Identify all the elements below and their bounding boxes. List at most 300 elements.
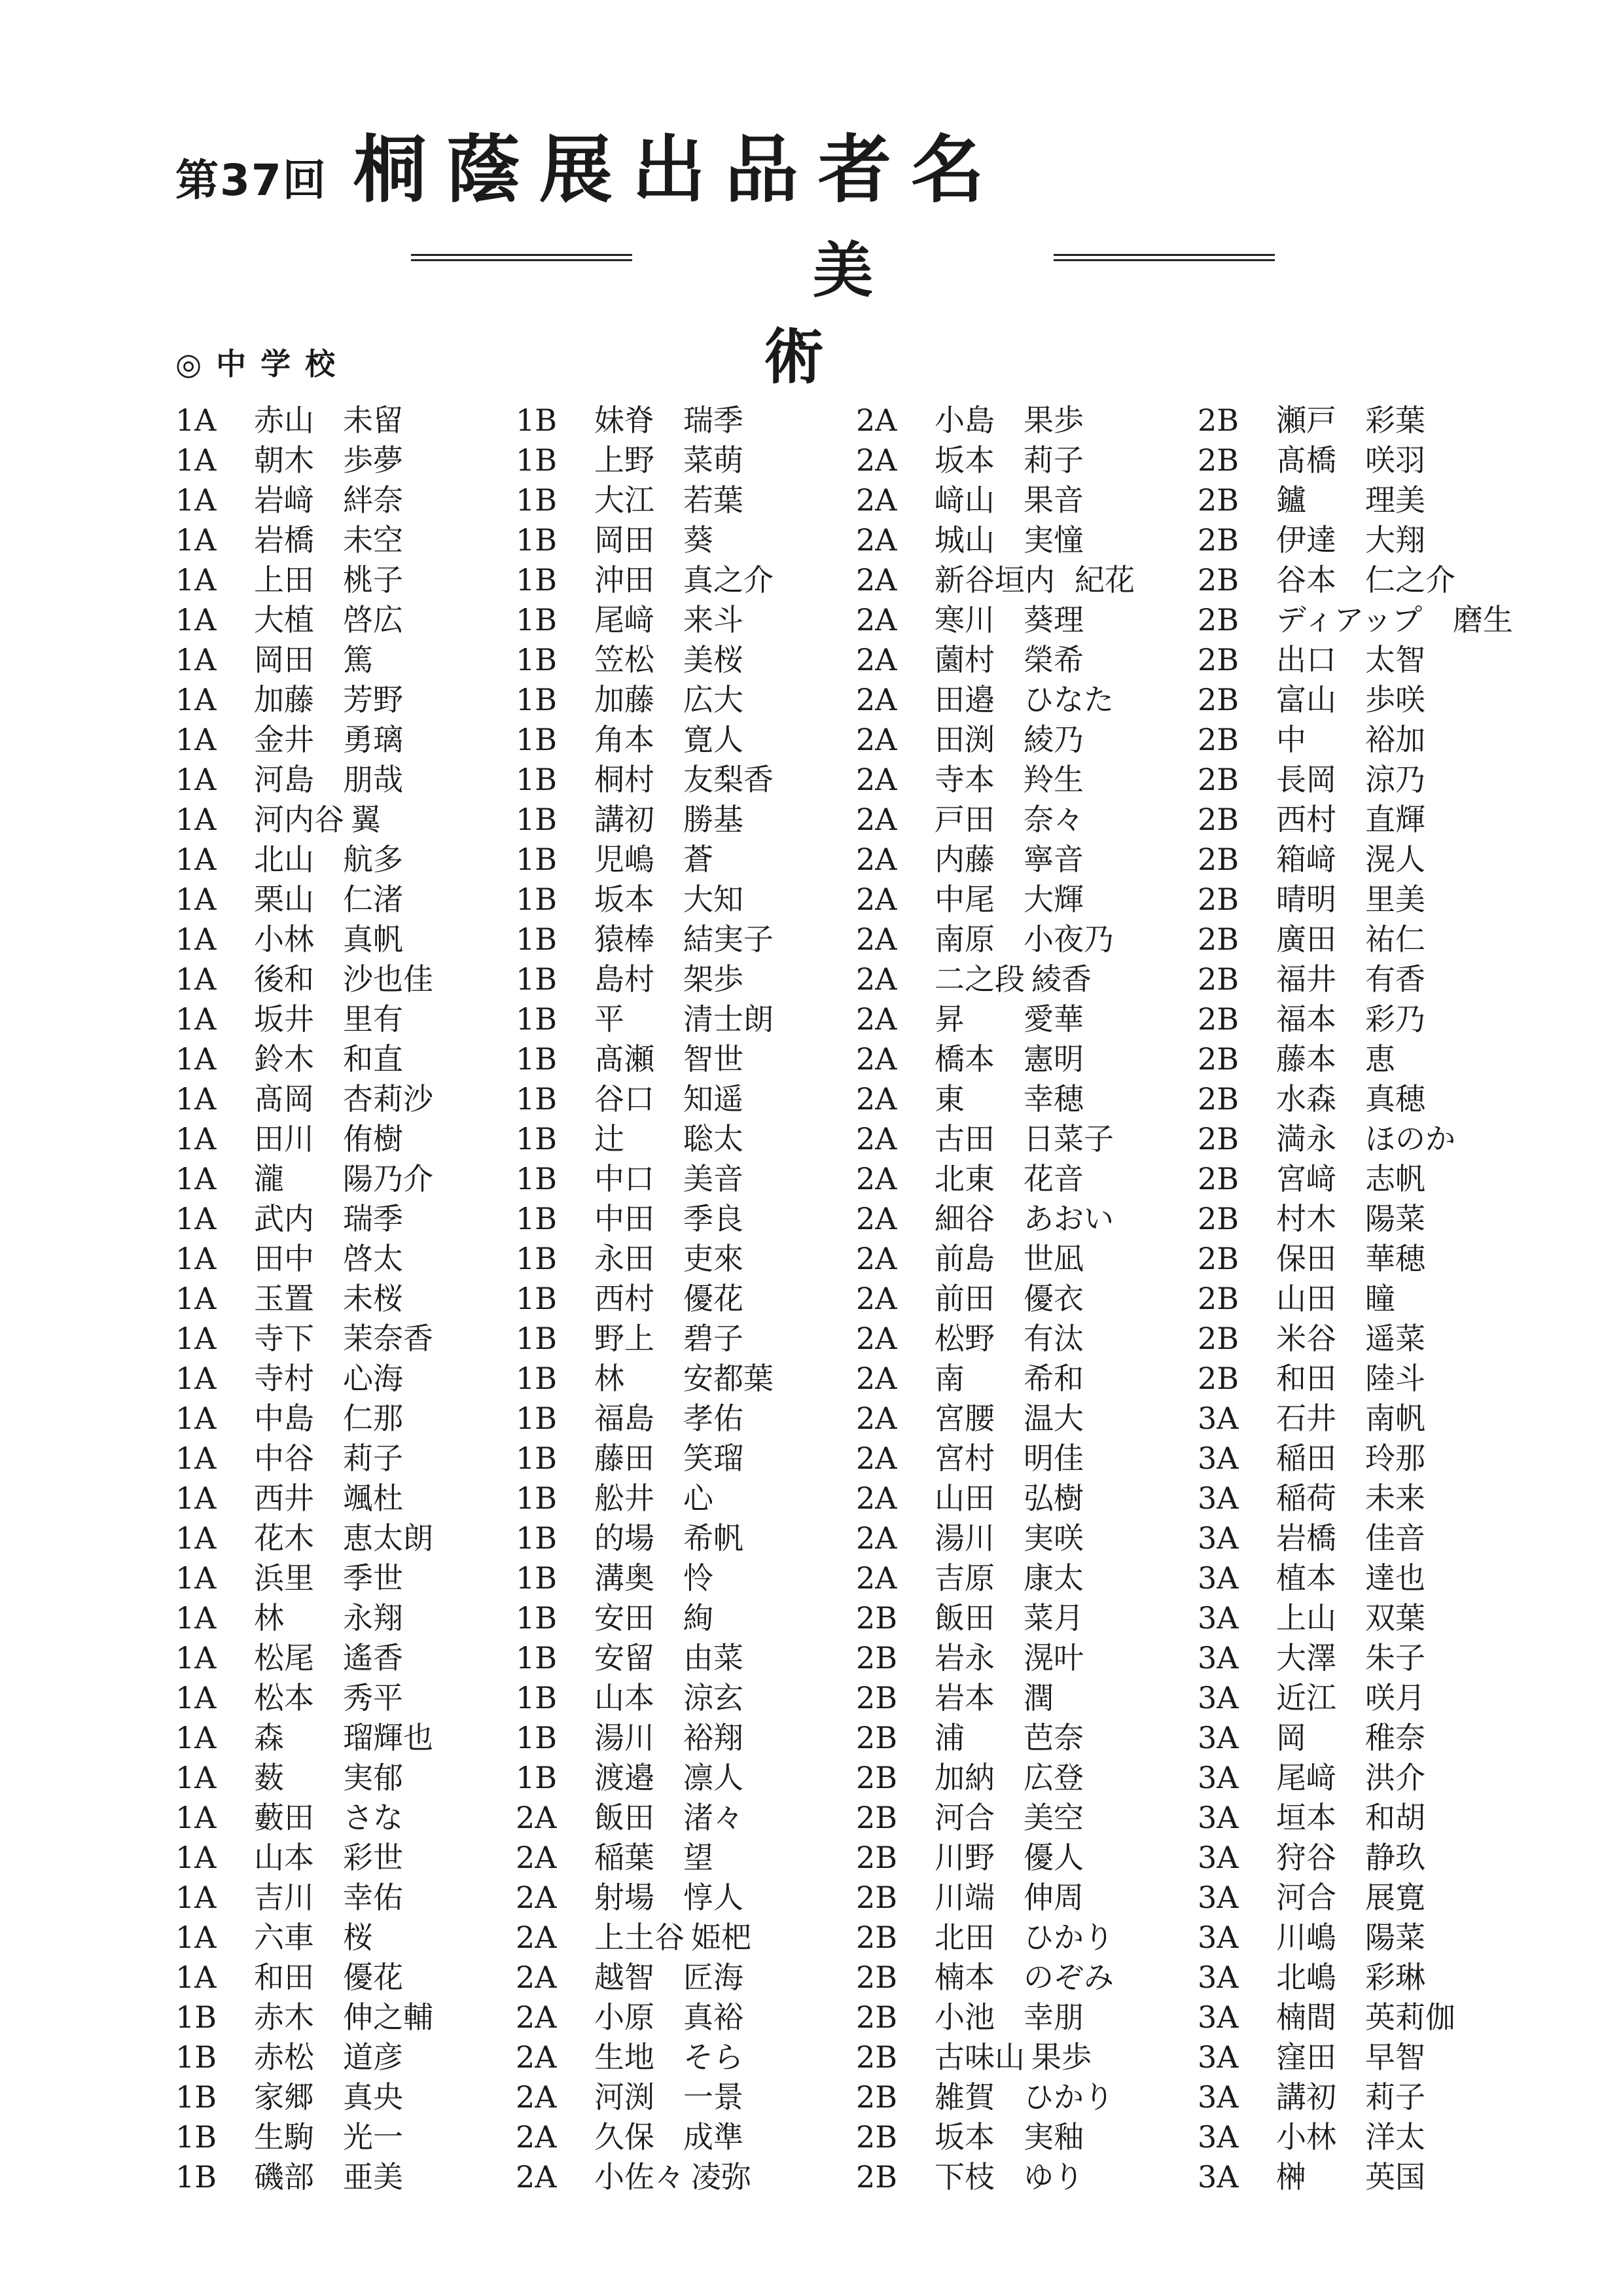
class-code: 2B: [856, 2119, 898, 2155]
class-code: 1B: [516, 1161, 558, 1196]
class-code: 2A: [856, 562, 897, 598]
surname: 河合: [935, 1800, 995, 1835]
class-code: 1A: [175, 802, 217, 837]
surname: 橋本: [935, 1041, 995, 1077]
surname: 沖田: [594, 562, 654, 598]
given-name: 侑樹: [343, 1121, 403, 1157]
given-name: 直輝: [1365, 802, 1425, 837]
class-code: 2A: [856, 682, 897, 717]
class-code: 1A: [175, 1520, 217, 1556]
given-name: そら: [683, 2039, 743, 2075]
given-name: 朱子: [1365, 1640, 1425, 1676]
given-name: 篤: [343, 642, 373, 677]
class-code: 1A: [175, 602, 217, 637]
surname: 林: [594, 1361, 624, 1396]
given-name: 心海: [343, 1361, 403, 1396]
given-name: 翼: [351, 802, 381, 837]
given-name: 葵: [683, 522, 713, 558]
class-code: 2B: [856, 1880, 898, 1915]
given-name: 遙香: [343, 1640, 403, 1676]
class-code: 1A: [175, 1401, 217, 1436]
class-code: 1A: [175, 842, 217, 877]
given-name: ひなた: [1024, 682, 1114, 717]
surname: 福島: [594, 1401, 654, 1436]
surname: 西村: [594, 1281, 654, 1316]
class-code: 2B: [1198, 682, 1239, 717]
surname: 箱﨑: [1276, 842, 1336, 877]
surname: 加納: [935, 1760, 995, 1795]
given-name: 南帆: [1365, 1401, 1425, 1436]
class-code: 1B: [175, 2079, 217, 2115]
class-code: 3A: [1198, 2000, 1239, 2035]
surname: 髙橋: [1276, 442, 1336, 478]
given-name: 彩琳: [1365, 1960, 1425, 1995]
class-code: 2B: [856, 1800, 898, 1835]
given-name: 日菜子: [1024, 1121, 1114, 1157]
class-code: 3A: [1198, 1720, 1239, 1755]
class-code: 2B: [1198, 1081, 1239, 1117]
surname: 小島: [935, 403, 995, 438]
surname: 小林: [1276, 2119, 1336, 2155]
given-name: 葵理: [1024, 602, 1084, 637]
given-name: 真裕: [683, 2000, 743, 2035]
class-code: 2B: [856, 1960, 898, 1995]
given-name: 真之介: [683, 562, 774, 598]
surname: 稲田: [1276, 1441, 1336, 1476]
surname: 角本: [594, 722, 654, 757]
right-double-rule: [1054, 254, 1275, 261]
surname: 生駒: [254, 2119, 314, 2155]
class-code: 2A: [856, 482, 897, 518]
surname: 田邉: [935, 682, 995, 717]
surname: 福井: [1276, 961, 1336, 997]
given-name: 啓広: [343, 602, 403, 637]
class-code: 2B: [1198, 1041, 1239, 1077]
surname: 的場: [594, 1520, 654, 1556]
given-name: 架歩: [683, 961, 743, 997]
surname: 大澤: [1276, 1640, 1336, 1676]
surname: 河合: [1276, 1880, 1336, 1915]
surname: 伊達: [1276, 522, 1336, 558]
class-code: 2B: [1198, 1361, 1239, 1396]
surname: 磯部: [254, 2159, 314, 2195]
surname: 舩井: [594, 1480, 654, 1516]
class-code: 3A: [1198, 2079, 1239, 2115]
class-code: 1B: [516, 1201, 558, 1236]
class-code: 2A: [516, 1920, 557, 1955]
surname: 赤山: [254, 403, 314, 438]
surname: 宮腰: [935, 1401, 995, 1436]
surname: 鑪: [1276, 482, 1306, 518]
given-name: 菜萌: [683, 442, 743, 478]
class-code: 3A: [1198, 1960, 1239, 1995]
class-code: 1A: [175, 1001, 217, 1037]
class-code: 3A: [1198, 1880, 1239, 1915]
class-code: 1A: [175, 1480, 217, 1516]
given-name: 勝基: [683, 802, 743, 837]
class-code: 1B: [516, 562, 558, 598]
given-name: 伸之輔: [343, 2000, 433, 2035]
surname: 山本: [594, 1680, 654, 1715]
given-name: 温大: [1024, 1401, 1084, 1436]
class-code: 1B: [516, 802, 558, 837]
surname: 林: [254, 1600, 284, 1636]
class-code: 3A: [1198, 2159, 1239, 2195]
class-code: 1B: [516, 442, 558, 478]
class-code: 1B: [516, 1401, 558, 1436]
given-name: 仁渚: [343, 882, 403, 917]
class-code: 3A: [1198, 1600, 1239, 1636]
surname: 射場: [594, 1880, 654, 1915]
class-code: 2A: [856, 442, 897, 478]
class-code: 1B: [516, 1600, 558, 1636]
surname: 鈴木: [254, 1041, 314, 1077]
class-code: 1B: [516, 961, 558, 997]
surname: 湯川: [935, 1520, 995, 1556]
surname: 水森: [1276, 1081, 1336, 1117]
given-name: 瑠輝也: [343, 1720, 433, 1755]
given-name: 航多: [343, 842, 403, 877]
class-code: 1B: [516, 1760, 558, 1795]
surname: 玉置: [254, 1281, 314, 1316]
surname: 中尾: [935, 882, 995, 917]
given-name: 小夜乃: [1024, 922, 1114, 957]
given-name: 英莉伽: [1365, 2000, 1455, 2035]
given-name: ひかり: [1024, 2079, 1114, 2115]
class-code: 1A: [175, 1880, 217, 1915]
given-name: 有香: [1365, 961, 1425, 997]
class-code: 2A: [856, 882, 897, 917]
surname: 戸田: [935, 802, 995, 837]
class-code: 1B: [516, 1121, 558, 1157]
given-name: 陸斗: [1365, 1361, 1425, 1396]
given-name: 真央: [343, 2079, 403, 2115]
given-name: 実郁: [343, 1760, 403, 1795]
given-name: ほのか: [1365, 1121, 1455, 1157]
class-code: 2A: [856, 1001, 897, 1037]
class-code: 1B: [516, 1241, 558, 1276]
surname: 中: [1276, 722, 1306, 757]
surname: 妹脊: [594, 403, 654, 438]
class-code: 1B: [516, 762, 558, 797]
surname: 加藤: [254, 682, 314, 717]
class-code: 2B: [1198, 1241, 1239, 1276]
class-code: 3A: [1198, 1401, 1239, 1436]
class-code: 2A: [516, 2079, 557, 2115]
surname: 藤田: [594, 1441, 654, 1476]
given-name: 優花: [683, 1281, 743, 1316]
class-code: 1B: [516, 1041, 558, 1077]
class-code: 2A: [516, 1840, 557, 1875]
class-code: 3A: [1198, 1441, 1239, 1476]
given-name: 怜: [683, 1560, 713, 1596]
class-code: 1B: [516, 682, 558, 717]
class-code: 3A: [1198, 1920, 1239, 1955]
surname: 岩橋: [254, 522, 314, 558]
surname: 武内: [254, 1201, 314, 1236]
surname: 薮: [254, 1760, 284, 1795]
class-code: 3A: [1198, 1680, 1239, 1715]
section-heading: ◎中学校: [175, 346, 350, 382]
class-code: 2A: [856, 1281, 897, 1316]
surname: 宮村: [935, 1441, 995, 1476]
class-code: 1B: [516, 882, 558, 917]
given-name: 望: [683, 1840, 713, 1875]
given-name: 道彦: [343, 2039, 403, 2075]
given-name: 世凪: [1024, 1241, 1084, 1276]
class-code: 2B: [1198, 1161, 1239, 1196]
surname: 北東: [935, 1161, 995, 1196]
class-code: 1B: [175, 2159, 217, 2195]
class-code: 2B: [856, 1600, 898, 1636]
surname: 上野: [594, 442, 654, 478]
surname: 久保: [594, 2119, 654, 2155]
class-code: 3A: [1198, 1840, 1239, 1875]
surname: 野上: [594, 1321, 654, 1356]
surname: 河渕: [594, 2079, 654, 2115]
class-code: 2B: [1198, 482, 1239, 518]
class-code: 1B: [516, 1441, 558, 1476]
surname: 加藤: [594, 682, 654, 717]
given-name: 知遥: [683, 1081, 743, 1117]
class-code: 2B: [856, 1840, 898, 1875]
class-code: 2B: [856, 2079, 898, 2115]
class-code: 2A: [856, 961, 897, 997]
surname: 薗村: [935, 642, 995, 677]
given-name: 幸穂: [1024, 1081, 1084, 1117]
class-code: 3A: [1198, 1640, 1239, 1676]
class-code: 1A: [175, 1201, 217, 1236]
class-code: 1A: [175, 1800, 217, 1835]
surname: 寺下: [254, 1321, 314, 1356]
surname: 中島: [254, 1401, 314, 1436]
given-name: 実憧: [1024, 522, 1084, 558]
class-code: 2B: [1198, 722, 1239, 757]
surname: 二之段: [935, 961, 1025, 997]
given-name: 来斗: [683, 602, 743, 637]
surname: 石井: [1276, 1401, 1336, 1436]
surname: 児嶋: [594, 842, 654, 877]
surname: 中口: [594, 1161, 654, 1196]
surname: 朝木: [254, 442, 314, 478]
class-code: 2A: [856, 1241, 897, 1276]
given-name: 優花: [343, 1960, 403, 1995]
document-title: 桐蔭展出品者名: [353, 128, 1004, 213]
class-code: 1A: [175, 722, 217, 757]
class-code: 1A: [175, 1720, 217, 1755]
given-name: 菜月: [1024, 1600, 1084, 1636]
surname: 金井: [254, 722, 314, 757]
given-name: 綾香: [1031, 961, 1092, 997]
surname: 東: [935, 1081, 965, 1117]
class-code: 2B: [1198, 562, 1239, 598]
class-code: 3A: [1198, 1480, 1239, 1516]
class-code: 1B: [516, 922, 558, 957]
surname: 講初: [594, 802, 654, 837]
given-name: 恵太朗: [343, 1520, 433, 1556]
given-name: 彩世: [343, 1840, 403, 1875]
surname: 安留: [594, 1640, 654, 1676]
surname: 小池: [935, 2000, 995, 2035]
class-code: 1A: [175, 1920, 217, 1955]
given-name: 弘樹: [1024, 1480, 1084, 1516]
surname: 河島: [254, 762, 314, 797]
surname: 後和: [254, 961, 314, 997]
class-code: 1A: [175, 642, 217, 677]
given-name: 理美: [1365, 482, 1425, 518]
surname: 北田: [935, 1920, 995, 1955]
surname: 前田: [935, 1281, 995, 1316]
surname: 岩橋: [1276, 1520, 1336, 1556]
class-code: 2B: [856, 2000, 898, 2035]
surname: 楠本: [935, 1960, 995, 1995]
class-code: 2B: [856, 2159, 898, 2195]
class-code: 2A: [516, 2159, 557, 2195]
given-name: 啓太: [343, 1241, 403, 1276]
surname: 家郷: [254, 2079, 314, 2115]
class-code: 2B: [1198, 802, 1239, 837]
given-name: 碧子: [683, 1321, 743, 1356]
given-name: 里美: [1365, 882, 1425, 917]
surname: 大植: [254, 602, 314, 637]
class-code: 1A: [175, 522, 217, 558]
class-code: 2A: [516, 2119, 557, 2155]
surname: 猿棒: [594, 922, 654, 957]
class-code: 2A: [856, 602, 897, 637]
class-code: 2B: [1198, 1121, 1239, 1157]
surname: 岡: [1276, 1720, 1306, 1755]
given-name: 陽菜: [1365, 1201, 1425, 1236]
given-name: 朋哉: [343, 762, 403, 797]
surname: 講初: [1276, 2079, 1336, 2115]
class-code: 2B: [1198, 403, 1239, 438]
given-name: ひかり: [1024, 1920, 1114, 1955]
category-heading: [411, 223, 1275, 392]
given-name: 永翔: [343, 1600, 403, 1636]
surname: 森: [254, 1720, 284, 1755]
given-name: 吏來: [683, 1241, 743, 1276]
given-name: 若葉: [683, 482, 743, 518]
class-code: 2B: [856, 1640, 898, 1676]
surname: 前島: [935, 1241, 995, 1276]
class-code: 1B: [516, 1081, 558, 1117]
class-code: 1A: [175, 1600, 217, 1636]
given-name: 莉子: [343, 1441, 403, 1476]
given-name: 大知: [683, 882, 743, 917]
surname: 稲荷: [1276, 1480, 1336, 1516]
surname: 晴明: [1276, 882, 1336, 917]
surname: 和田: [254, 1960, 314, 1995]
surname: 狩谷: [1276, 1840, 1336, 1875]
given-name: 洋太: [1365, 2119, 1425, 2155]
surname: 瀧: [254, 1161, 284, 1196]
class-code: 2B: [1198, 442, 1239, 478]
surname: 上山: [1276, 1600, 1336, 1636]
surname: 越智: [594, 1960, 654, 1995]
class-code: 2A: [856, 1520, 897, 1556]
class-code: 1A: [175, 1560, 217, 1596]
surname: 岩﨑: [254, 482, 314, 518]
class-code: 1B: [516, 1281, 558, 1316]
surname: 藤本: [1276, 1041, 1336, 1077]
class-code: 2B: [1198, 642, 1239, 677]
given-name: 遥菜: [1365, 1321, 1425, 1356]
class-code: 2B: [1198, 762, 1239, 797]
given-name: 真穂: [1365, 1081, 1425, 1117]
given-name: 杏莉沙: [343, 1081, 433, 1117]
given-name: 早智: [1365, 2039, 1425, 2075]
given-name: 季良: [683, 1201, 743, 1236]
given-name: 季世: [343, 1560, 403, 1596]
given-name: 玲那: [1365, 1441, 1425, 1476]
surname: 内藤: [935, 842, 995, 877]
given-name: 絆奈: [343, 482, 403, 518]
surname: 谷口: [594, 1081, 654, 1117]
class-code: 1B: [516, 1560, 558, 1596]
class-code: 2A: [856, 1480, 897, 1516]
surname: 城山: [935, 522, 995, 558]
given-name: 彩葉: [1365, 403, 1425, 438]
given-name: 実咲: [1024, 1520, 1084, 1556]
surname: 尾﨑: [1276, 1760, 1336, 1795]
given-name: 裕翔: [683, 1720, 743, 1755]
surname: 中田: [594, 1201, 654, 1236]
class-code: 2B: [856, 2039, 898, 2075]
given-name: 康太: [1024, 1560, 1084, 1596]
given-name: 未留: [343, 403, 403, 438]
given-name: 匠海: [683, 1960, 743, 1995]
surname: 細谷: [935, 1201, 995, 1236]
given-name: 洪介: [1365, 1760, 1425, 1795]
given-name: 美桜: [683, 642, 743, 677]
class-code: 1A: [175, 482, 217, 518]
surname: 川野: [935, 1840, 995, 1875]
surname: 榊: [1276, 2159, 1306, 2195]
given-name: 歩夢: [343, 442, 403, 478]
class-code: 1B: [516, 1361, 558, 1396]
class-code: 2A: [856, 1401, 897, 1436]
surname: 溝奥: [594, 1560, 654, 1596]
given-name: 茉奈香: [343, 1321, 433, 1356]
document-heading: [175, 111, 1004, 217]
given-name: 榮希: [1024, 642, 1084, 677]
given-name: 芭奈: [1024, 1720, 1084, 1755]
class-code: 1B: [516, 1720, 558, 1755]
surname: 古味山: [935, 2039, 1025, 2075]
surname: 浜里: [254, 1560, 314, 1596]
given-name: 彩乃: [1365, 1001, 1425, 1037]
surname: 松野: [935, 1321, 995, 1356]
given-name: 憲明: [1024, 1041, 1084, 1077]
given-name: 羚生: [1024, 762, 1084, 797]
surname: 保田: [1276, 1241, 1336, 1276]
class-code: 1A: [175, 1760, 217, 1795]
given-name: 瑞季: [683, 403, 743, 438]
surname: ディアップ: [1276, 602, 1423, 637]
surname: 赤木: [254, 2000, 314, 2035]
class-code: 1B: [516, 1680, 558, 1715]
given-name: 未来: [1365, 1480, 1425, 1516]
class-code: 3A: [1198, 2119, 1239, 2155]
given-name: 涼玄: [683, 1680, 743, 1715]
given-name: 絢: [683, 1600, 713, 1636]
class-code: 2A: [516, 1800, 557, 1835]
class-code: 1B: [516, 1520, 558, 1556]
class-code: 1A: [175, 562, 217, 598]
given-name: 惇人: [683, 1880, 743, 1915]
class-code: 1B: [516, 842, 558, 877]
given-name: 桃子: [343, 562, 403, 598]
